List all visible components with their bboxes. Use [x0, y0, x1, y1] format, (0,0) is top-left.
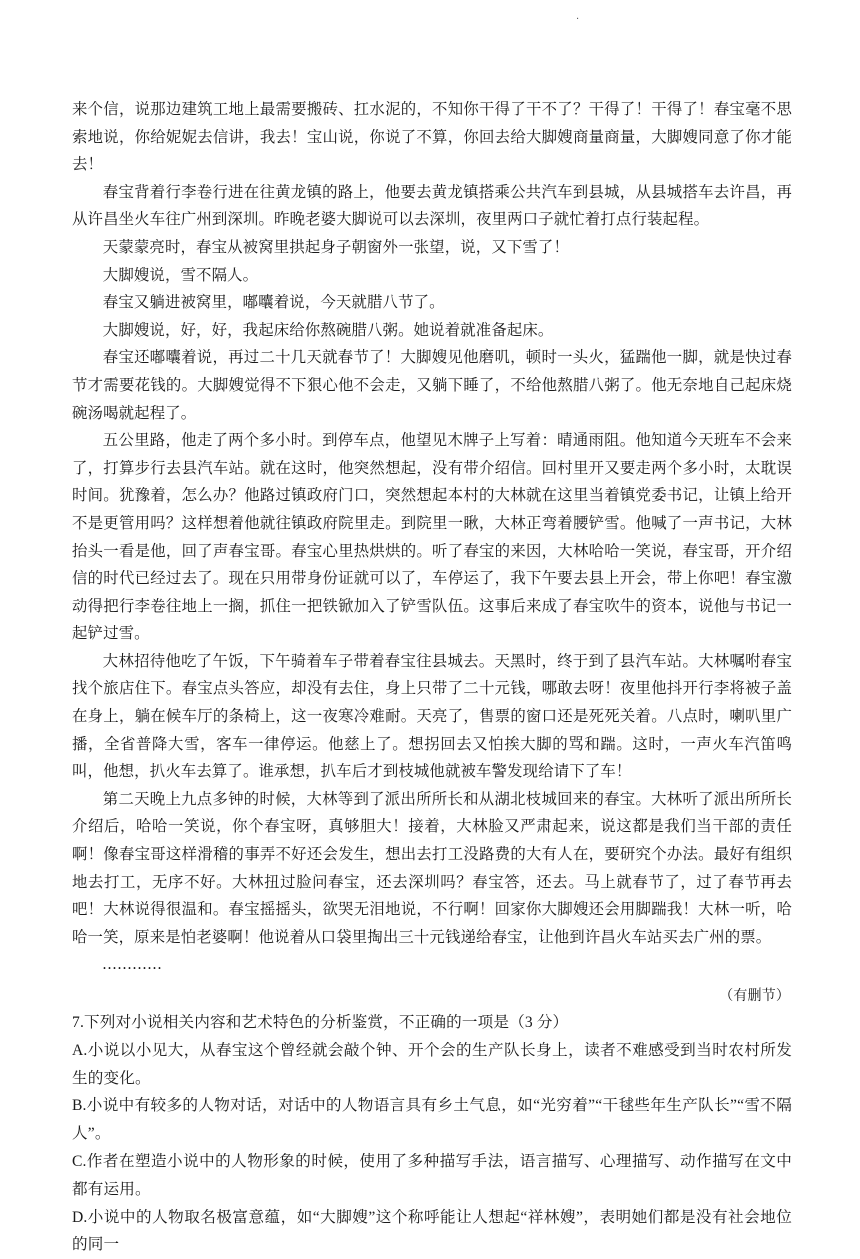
story-paragraph: 大林招待他吃了午饭，下午骑着车子带着春宝往县城去。天黑时，终于到了县汽车站。大林嘱咐春宝找个旅店住下。春宝点头答应，却没有去住，身上只带了二十元钱，哪敢去呀！夜里他抖开行李将被子盖在身上，躺在候车厅的条椅上，这一夜寒冷难耐。天亮了，售票的窗口还是死死关着。八点时，喇叭里广播，全省普降大雪，客车一律停运。他慈上了。想拐回去又怕挨大脚的骂和踹。这时，一声火车汽笛鸣叫，他想，扒火车去算了。谁承想，扒车后才到枝城他就被车警发现给请下了车！ [72, 651, 792, 781]
option-d: D.小说中的人物取名极富意蕴，如“大脚嫂”这个称呼能让人想起“祥林嫂”，表明她们都是没有社会地位的同一 [72, 1208, 792, 1254]
option-a: A.小说以小见大，从春宝这个曾经就会敲个钟、开个会的生产队长身上，读者不难感受到当时农村所发生的变化。 [72, 1041, 792, 1087]
story-paragraph: 春宝还嘟囔着说，再过二十几天就春节了！大脚嫂见他磨叽，顿时一头火，猛踹他一脚，就是快过春节才需要花钱的。大脚嫂觉得不下狠心他不会走，又躺下睡了，不给他熬腊八粥了。他无奈地自己起床烧碗汤喝就起程了。 [72, 348, 792, 422]
story-paragraph: 大脚嫂说，雪不隔人。 [102, 265, 259, 284]
question-7 [72, 1009, 792, 1259]
abridged-note: （有删节） [719, 988, 790, 1004]
header-mark: · [576, 14, 580, 25]
option-c: C.作者在塑造小说中的人物形象的时候，使用了多种描写手法，语言描写、心理描写、动作描写在文中都有运用。 [72, 1152, 792, 1198]
document-page [72, 96, 792, 1259]
story-paragraph: 五公里路，他走了两个多小时。到停车点，他望见木牌子上写着：晴通雨阻。他知道今天班车不会来了，打算步行去县汽车站。就在这时，他突然想起，没有带介绍信。回村里开又要走两个多小时，太耽误时间。犹豫着，怎么办？他路过镇政府门口，突然想起本村的大林就在这里当着镇党委书记，让镇上给开不是更管用吗？这样想着他就往镇政府院里走。到院里一瞅，大林正弯着腰铲雪。他喊了一声书记，大林抬头一看是他，回了声春宝哥。春宝心里热烘烘的。听了春宝的来因，大林哈哈一笑说，春宝哥，开介绍信的时代已经过去了。现在只用带身份证就可以了，车停运了，我下午要去县上开会，带上你吧！春宝激动得把行李卷往地上一搁，抓住一把铁锨加入了铲雪队伍。这事后来成了春宝吹牛的资本，说他与书记一起铲过雪。 [72, 431, 792, 643]
story-paragraph: 春宝又躺进被窝里，嘟囔着说，今天就腊八节了。 [102, 293, 445, 312]
story-paragraph: 春宝背着行李卷行进在往黄龙镇的路上，他要去黄龙镇搭乘公共汽车到县城，从县城搭车去许昌，再从许昌坐火车往广州到深圳。昨晚老婆大脚说可以去深圳，夜里两口子就忙着打点行装起程。 [72, 182, 792, 229]
story-paragraph: 第二天晚上九点多钟的时候，大林等到了派出所所长和从湖北枝城回来的春宝。大林听了派出所所长介绍后，哈哈一笑说，你个春宝呀，真够胆大！接着，大林脸又严肃起来，说这都是我们当干部的责任啊！像春宝哥这样滑稽的事弄不好还会发生，想出去打工没路费的大有人在，要研究个办法。最好有组织地去打工，无序不好。大林扭过脸问春宝，还去深圳吗？春宝答，还去。马上就春节了，过了春节再去吧！大林说得很温和。春宝摇摇头，欲哭无泪地说，不行啊！回家你大脚嫂还会用脚踹我！大林一听，哈哈一笑，原来是怕老婆啊！他说着从口袋里掏出三十元钱递给春宝，让他到许昌火车站买去广州的票。 [72, 789, 792, 946]
question-stem: 7.下列对小说相关内容和艺术特色的分析鉴赏，不正确的一项是（3 分） [72, 1014, 569, 1031]
story-paragraph: 来个信，说那边建筑工地上最需要搬砖、扛水泥的，不知你干得了干不了？干得了！干得了！春宝毫不思索地说，你给妮妮去信讲，我去！宝山说，你说了不算，你回去给大脚嫂商量商量，大脚嫂同意了你才能去！ [72, 100, 792, 174]
option-b: B.小说中有较多的人物对话，对话中的人物语言具有乡土气息，如“光穷着”“干毬些年生产队长”“雪不隔人”。 [72, 1097, 792, 1143]
story-paragraph: 大脚嫂说，好，好，我起床给你熬碗腊八粥。她说着就准备起床。 [102, 320, 554, 339]
story-text [72, 96, 792, 1009]
story-paragraph: 天蒙蒙亮时，春宝从被窝里拱起身子朝窗外一张望，说，又下雪了！ [102, 237, 570, 256]
story-ellipsis: ………… [102, 955, 162, 974]
